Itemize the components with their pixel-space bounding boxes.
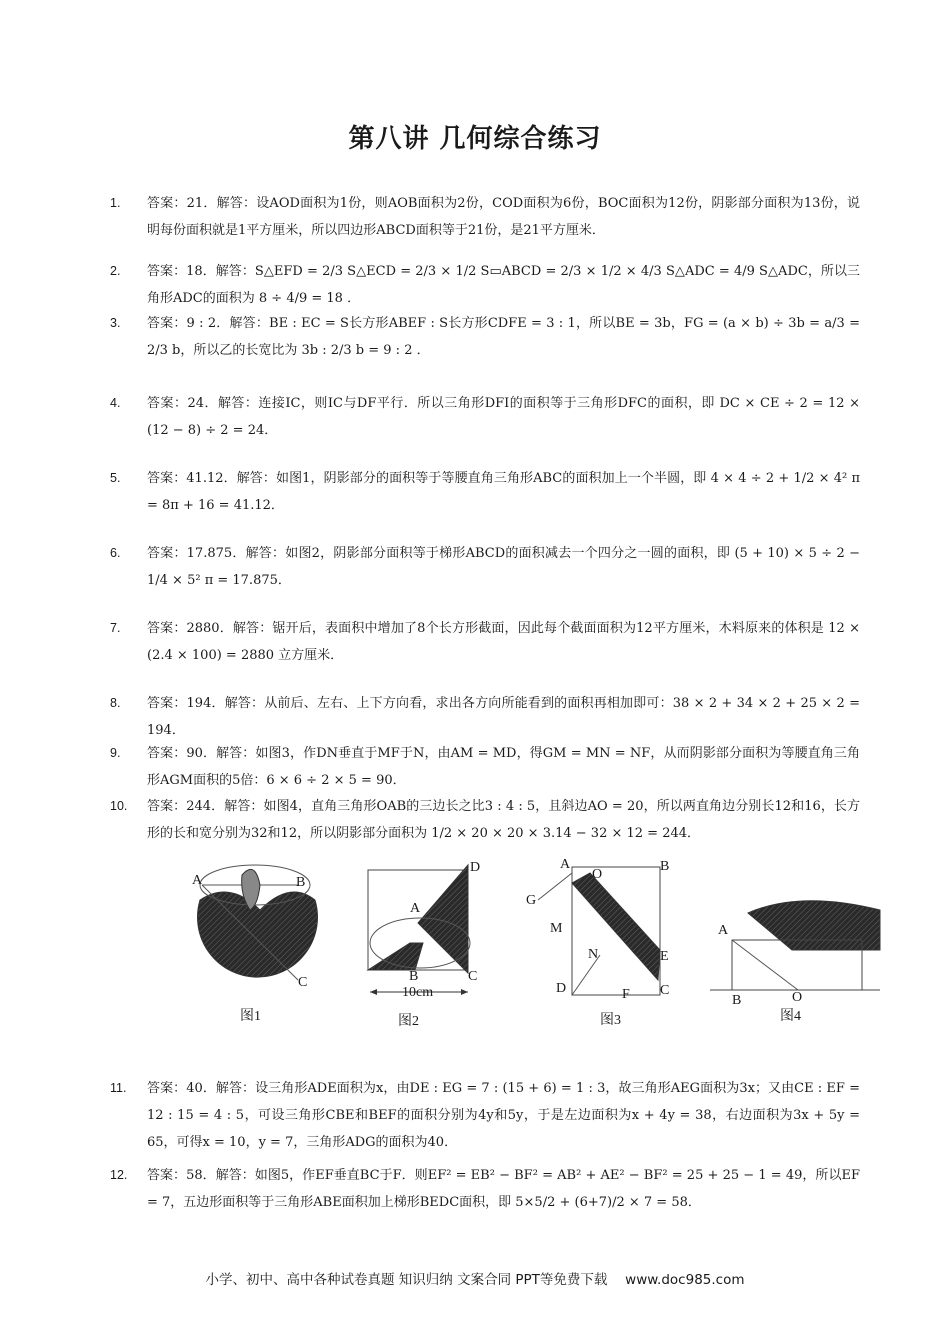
fig3-label-d: D [556, 981, 567, 996]
fig2-arrow-right [461, 989, 468, 995]
fig1-caption: 图1 [240, 1009, 261, 1024]
answer-item-2 [110, 258, 860, 312]
answer-item-12 [110, 1162, 860, 1216]
fig4-label-a: A [718, 923, 729, 938]
fig3-label-b: B [660, 859, 670, 874]
answer-item-9 [110, 740, 860, 794]
answer-item-5 [110, 465, 860, 519]
item-number: 12. [110, 1168, 128, 1182]
fig3-label-g: G [526, 893, 537, 908]
fig4-caption: 图4 [780, 1009, 801, 1024]
item-text: 答案：17.875．解答：如图2，阴影部分面积等于梯形ABCD的面积减去一个四分之一圆的面积，即 (5 + 10) × 5 ÷ 2 − 1/4 × 5² π = 17.875． [147, 546, 860, 588]
figure-4 [710, 901, 880, 990]
item-text: 答案：244．解答：如图4，直角三角形OAB的三边长之比3 : 4 : 5，且斜边AO = 20，所以两直角边分别长12和16，长方形的长和宽分别为32和12，所以阴影部分面积为 1/2 × 20 × 20 × 3.14 − 32 × 12 = 244． [147, 799, 860, 841]
item-text: 答案：40．解答：设三角形ADE面积为x，由DE : EG = 7 : (15 + 6) = 1 : 3，故三角形AEG面积为3x；又由CE : EF = 12 : 15 = 4 : 5，可设三角形CBE和BEF的面积分别为4y和5y，于是左边面积为x + 4y = 38，右边面积为3x + 5y = 65，可得x = 10，y = 7，三角形ADG的面积为40． [147, 1081, 860, 1150]
answer-item-11 [110, 1075, 860, 1156]
answer-item-10 [110, 793, 860, 847]
item-number: 9. [110, 746, 121, 760]
item-text: 答案：9 : 2．解答：BE : EC = S长方形ABEF : S长方形CDFE = 3 : 1，所以BE = 3b，FG = (a × b) ÷ 3b = a/3 = 2/3 b，所以乙的长宽比为 3b : 2/3 b = 9 : 2 ． [147, 316, 860, 358]
fig2-label-c: C [468, 969, 478, 984]
item-number: 5. [110, 471, 121, 485]
answer-item-1 [110, 190, 860, 244]
fig3-label-a: A [560, 857, 571, 872]
item-text: 答案：18．解答：S△EFD = 2/3 S△ECD = 2/3 × 1/2 S▭ABCD = 2/3 × 1/2 × 4/3 S△ADC = 4/9 S△ADC，所以三角形ADC的面积为 8 ÷ 4/9 = 18 ． [147, 264, 860, 306]
item-number: 4. [110, 396, 121, 410]
fig3-label-e: E [660, 949, 669, 964]
item-number: 2. [110, 264, 121, 278]
figure-2 [368, 865, 470, 995]
answer-item-3 [110, 310, 860, 364]
fig2-label-d: D [470, 860, 481, 875]
fig4-label-b: B [732, 993, 742, 1008]
fig3-label-c: C [660, 983, 670, 998]
item-number: 1. [110, 196, 121, 210]
fig4-label-o: O [792, 990, 803, 1005]
fig4-shaded-arc [748, 901, 880, 950]
fig2-arrow-left [370, 989, 377, 995]
fig4-diagonal [732, 940, 798, 990]
item-number: 3. [110, 316, 121, 330]
fig1-label-b: B [296, 875, 306, 890]
fig2-label-a: A [410, 901, 421, 916]
item-number: 7. [110, 621, 121, 635]
answer-item-7 [110, 615, 860, 669]
fig2-caption: 图2 [398, 1014, 419, 1029]
answer-item-8 [110, 690, 860, 744]
item-text: 答案：194．解答：从前后、左右、上下方向看，求出各方向所能看到的面积再相加即可：38 × 2 + 34 × 2 + 25 × 2 = 194． [147, 696, 860, 738]
answer-item-6 [110, 540, 860, 594]
fig3-caption: 图3 [600, 1013, 621, 1028]
fig2-dimension-label: 10cm [402, 985, 434, 1000]
fig2-shaded-quad [368, 943, 423, 970]
item-text: 答案：41.12．解答：如图1，阴影部分的面积等于等腰直角三角形ABC的面积加上一个半圆，即 4 × 4 ÷ 2 + 1/2 × 4² π = 8π + 16 = 41.12． [147, 471, 860, 513]
item-number: 10. [110, 799, 128, 813]
answer-item-4 [110, 390, 860, 444]
page-footer: 小学、初中、高中各种试卷真题 知识归纳 文案合同 PPT等免费下载 www.doc985.com [205, 1272, 745, 1288]
item-number: 11. [110, 1081, 127, 1095]
fig3-line-gm [538, 873, 572, 900]
item-text: 答案：90．解答：如图3，作DN垂直于MF于N，由AM = MD，得GM = MN = NF，从而阴影部分面积为等腰直角三角形AGM面积的5倍：6 × 6 ÷ 2 × 5 = 90． [147, 746, 860, 788]
fig3-label-m: M [550, 921, 563, 936]
fig1-label-c: C [298, 975, 308, 990]
item-number: 8. [110, 696, 121, 710]
fig2-label-b: B [409, 969, 419, 984]
item-text: 答案：24．解答：连接IC，则IC与DF平行．所以三角形DFI的面积等于三角形DFC的面积，即 DC × CE ÷ 2 = 12 × (12 − 8) ÷ 2 = 24． [147, 396, 860, 438]
fig3-label-f: F [622, 987, 630, 1002]
item-number: 6. [110, 546, 121, 560]
figures-row [180, 855, 890, 1035]
fig3-label-n: N [588, 947, 599, 962]
fig3-shaded-band [572, 873, 660, 980]
item-text: 答案：58．解答：如图5，作EF垂直BC于F．则EF² = EB² − BF² = AB² + AE² − BF² = 25 + 25 − 1 = 49，所以EF = 7，五边形面积等于三角形ABE面积加上梯形BEDC面积，即 5×5/2 + (6+7)/2 × 7 = 58． [147, 1168, 860, 1210]
fig3-label-o: O [592, 867, 603, 882]
page-title: 第八讲 几何综合练习 [348, 124, 602, 154]
item-text: 答案：2880．解答：锯开后，表面积中增加了8个长方形截面，因此每个截面面积为12平方厘米，木料原来的体积是 12 × (2.4 × 100) = 2880 立方厘米． [147, 621, 860, 663]
fig1-label-a: A [192, 873, 203, 888]
item-text: 答案：21．解答：设AOD面积为1份，则AOB面积为2份，COD面积为6份，BOC面积为12份，阴影部分面积为13份，说明每份面积就是1平方厘米，所以四边形ABCD面积等于21份，是21平方厘米． [147, 196, 860, 238]
fig2-shaded-triangle [418, 865, 468, 973]
